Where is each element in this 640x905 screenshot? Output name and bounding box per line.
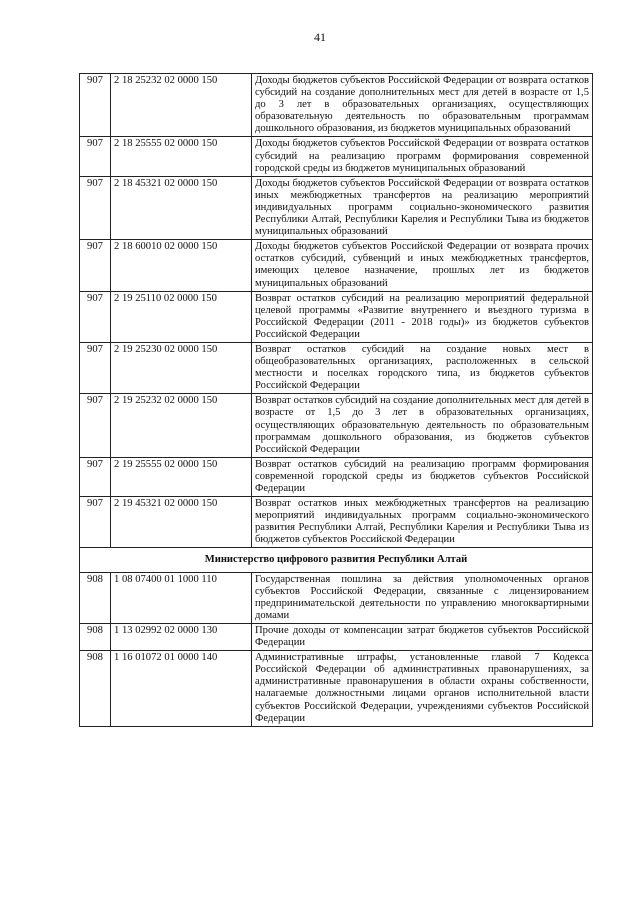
budget-code-cell: 1 16 01072 01 0000 140 bbox=[111, 651, 252, 727]
section-title: Министерство цифрового развития Республики Алтай bbox=[80, 548, 593, 572]
admin-code-cell: 907 bbox=[80, 457, 111, 496]
admin-code-cell: 907 bbox=[80, 240, 111, 291]
table-body bbox=[80, 74, 593, 727]
section-header-row bbox=[80, 548, 593, 572]
table-row bbox=[80, 342, 593, 393]
revenue-name-cell: Прочие доходы от компенсации затрат бюджетов субъектов Российской Федерации bbox=[252, 623, 593, 650]
admin-code-cell: 908 bbox=[80, 651, 111, 727]
table-row bbox=[80, 651, 593, 727]
table-row bbox=[80, 394, 593, 457]
budget-code-cell: 2 18 25555 02 0000 150 bbox=[111, 137, 252, 176]
revenue-name-cell: Государственная пошлина за действия уполномоченных органов субъектов Российской Федерации, связанные с лицензированием предпринимательской деятельности по управлению многоквартирными домами bbox=[252, 572, 593, 623]
revenue-name-cell: Возврат остатков субсидий на создание новых мест в общеобразовательных организациях, расположенных в сельской местности и поселках городского типа, из бюджетов субъектов Российской Федерации bbox=[252, 342, 593, 393]
admin-code-cell: 908 bbox=[80, 623, 111, 650]
revenue-name-cell: Возврат остатков иных межбюджетных трансфертов на реализацию мероприятий индивидуальных программ социально-экономического развития Республики Алтай, Республики Карелия и Республики Тыва из бюджетов субъектов Российской Федерации bbox=[252, 497, 593, 548]
budget-code-cell: 2 18 45321 02 0000 150 bbox=[111, 176, 252, 239]
revenue-name-cell: Доходы бюджетов субъектов Российской Федерации от возврата остатков субсидий на реализацию программ формирования современной городской среды из бюджетов муниципальных образований bbox=[252, 137, 593, 176]
table-row bbox=[80, 176, 593, 239]
page-number: 41 bbox=[314, 30, 326, 44]
admin-code-cell: 907 bbox=[80, 291, 111, 342]
admin-code-cell: 907 bbox=[80, 497, 111, 548]
budget-code-cell: 2 19 25230 02 0000 150 bbox=[111, 342, 252, 393]
revenue-name-cell: Возврат остатков субсидий на реализацию программ формирования современной городской среды из бюджетов субъектов Российской Федерации bbox=[252, 457, 593, 496]
revenue-name-cell: Административные штрафы, установленные главой 7 Кодекса Российской Федерации об административных правонарушениях, за административные правонарушения в области охраны собственности, налагаемые должностными лицами органов исполнительной власти субъектов Российской Федерации, учреждениями субъектов Российской Федерации bbox=[252, 651, 593, 727]
table-row bbox=[80, 291, 593, 342]
budget-code-cell: 2 18 25232 02 0000 150 bbox=[111, 74, 252, 137]
budget-code-cell: 2 19 25232 02 0000 150 bbox=[111, 394, 252, 457]
admin-code-cell: 907 bbox=[80, 74, 111, 137]
admin-code-cell: 907 bbox=[80, 394, 111, 457]
table-row bbox=[80, 240, 593, 291]
table-row bbox=[80, 74, 593, 137]
budget-code-cell: 2 19 25555 02 0000 150 bbox=[111, 457, 252, 496]
admin-code-cell: 908 bbox=[80, 572, 111, 623]
admin-code-cell: 907 bbox=[80, 176, 111, 239]
admin-code-cell: 907 bbox=[80, 137, 111, 176]
budget-code-cell: 1 08 07400 01 1000 110 bbox=[111, 572, 252, 623]
admin-code-cell: 907 bbox=[80, 342, 111, 393]
budget-classification-table bbox=[79, 73, 593, 727]
budget-code-cell: 2 19 45321 02 0000 150 bbox=[111, 497, 252, 548]
table-row bbox=[80, 572, 593, 623]
table-row bbox=[80, 457, 593, 496]
revenue-name-cell: Доходы бюджетов субъектов Российской Федерации от возврата остатков иных межбюджетных трансфертов на реализацию мероприятий индивидуальных программ социально-экономического развития Республики Алтай, Республики Карелия и Республики Тыва из бюджетов муниципальных образований bbox=[252, 176, 593, 239]
revenue-name-cell: Возврат остатков субсидий на создание дополнительных мест для детей в возрасте от 1,5 до 3 лет в образовательных организациях, осуществляющих образовательную деятельность по образовательным программам дошкольного образования, из бюджетов субъектов Российской Федерации bbox=[252, 394, 593, 457]
budget-code-cell: 1 13 02992 02 0000 130 bbox=[111, 623, 252, 650]
table-row bbox=[80, 137, 593, 176]
revenue-name-cell: Доходы бюджетов субъектов Российской Федерации от возврата прочих остатков субсидий, субвенций и иных межбюджетных трансфертов, имеющих целевое назначение, прошлых лет из бюджетов муниципальных образований bbox=[252, 240, 593, 291]
table-row bbox=[80, 623, 593, 650]
revenue-name-cell: Доходы бюджетов субъектов Российской Федерации от возврата остатков субсидий на создание дополнительных мест для детей в возрасте от 1,5 до 3 лет в образовательных организациях, осуществляющих образовательную деятельность по образовательным программам дошкольного образования, из бюджетов муниципальных образований bbox=[252, 74, 593, 137]
revenue-name-cell: Возврат остатков субсидий на реализацию мероприятий федеральной целевой программы «Развитие внутреннего и въездного туризма в Российской Федерации (2011 - 2018 годы)» из бюджетов субъектов Российской Федерации bbox=[252, 291, 593, 342]
table-row bbox=[80, 497, 593, 548]
budget-code-cell: 2 19 25110 02 0000 150 bbox=[111, 291, 252, 342]
budget-code-cell: 2 18 60010 02 0000 150 bbox=[111, 240, 252, 291]
